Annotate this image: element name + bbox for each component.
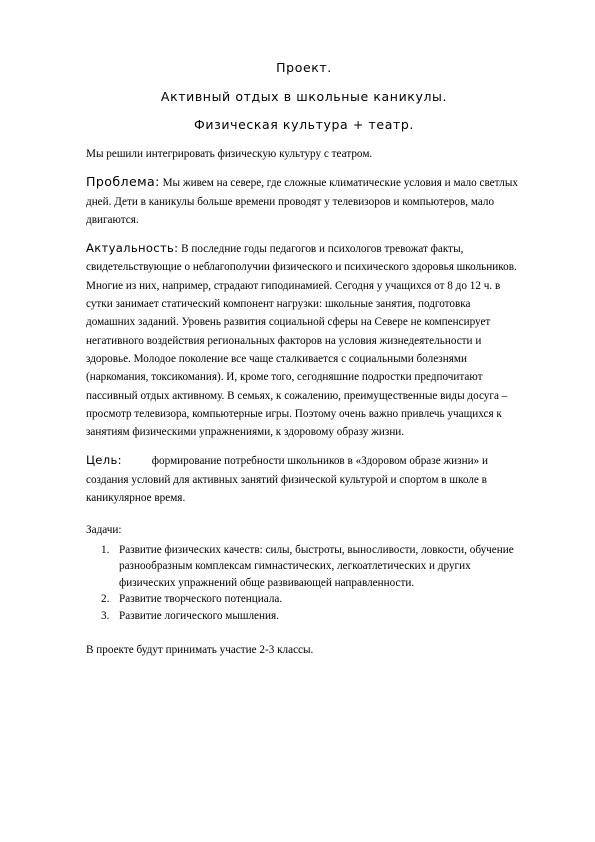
participants-text: В проекте будут принимать участие 2-3 классы.: [86, 643, 314, 656]
task-text: Развитие логического мышления.: [119, 610, 279, 623]
tasks-list: [86, 542, 522, 625]
title-line-3: Физическая культура + театр.: [194, 117, 414, 132]
title-line-2: Активный отдых в школьные каникулы.: [160, 89, 448, 104]
task-text: Развитие физических качеств: силы, быстроты, выносливости, ловкости, обучение разнообразным комплексам гимнастических, легкоатлетических и других физических упражнений обще развивающей направленности.: [119, 543, 514, 589]
problem-section: [86, 173, 522, 229]
relevance-section: [86, 239, 522, 441]
task-number: 3.: [101, 610, 110, 623]
goal-section: [86, 451, 522, 507]
problem-label: Проблема:: [86, 174, 160, 190]
task-item: [101, 542, 522, 592]
task-text: Развитие творческого потенциала.: [119, 593, 283, 606]
task-item: [101, 608, 522, 625]
problem-text: Мы живем на севере, где сложные климатические условия и мало светлых дней. Дети в каникулы больше времени проводят у телевизоров и компьютеров, мало двигаются.: [86, 177, 518, 226]
goal-text: формирование потребности школьников в «Здоровом образе жизни» и создания условий для активных занятий физической культурой и спортом в школе в каникулярное время.: [86, 455, 488, 505]
tasks-title: Задачи:: [86, 524, 122, 537]
task-item: [101, 591, 522, 608]
goal-label: Цель:: [86, 453, 122, 468]
intro-text: Мы решили интегрировать физическую культуру с театром.: [86, 148, 373, 160]
relevance-label: Актуальность:: [86, 241, 179, 256]
task-number: 1.: [101, 543, 110, 556]
document-body: [86, 60, 522, 659]
relevance-text: В последние годы педагогов и психологов тревожат факты, свидетельствующие о неблагополучии физического и психического здоровья школьников. Многие из них, например, страдают гиподинамией. Сегодня у учащихся от 8 до 12 ч. в сутки занимает статический компонент нагрузки: школьные занятия, подготовка домашних заданий. Уровень развития социальной сферы на Севере не компенсирует негативного воздействия региональных факторов на условия жизнедеятельности и здоровье. Молодое поколение все чаще сталкивается с социальными болезнями (наркомания, токсикомания). И, кроме того, сегодняшние подростки предпочитают пассивный отдых активному. В семьях, к сожалению, преимущественные виды досуга – просмотр телевизора, компьютерные игры. Поэтому очень важно привлечь учащихся к занятиям физическими упражнениями, к здоровому образу жизни.: [86, 243, 517, 439]
task-number: 2.: [101, 593, 110, 606]
title-line-1: Проект.: [276, 60, 332, 75]
